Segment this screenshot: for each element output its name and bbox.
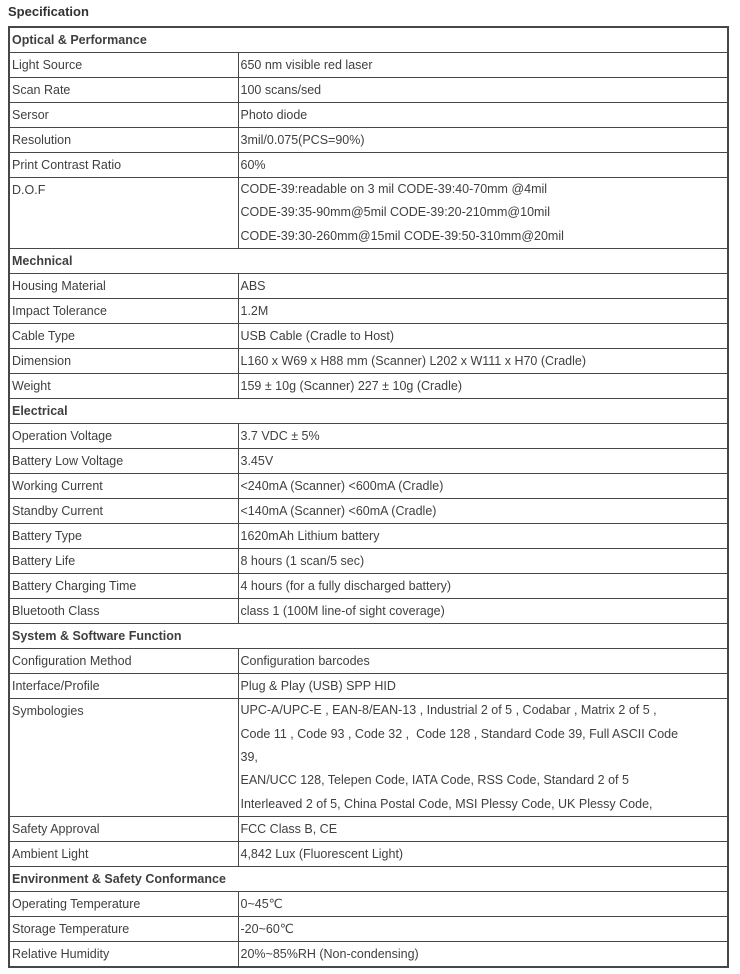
spec-value bbox=[238, 349, 728, 374]
table-row bbox=[9, 178, 728, 249]
spec-label: Interface/Profile bbox=[9, 674, 238, 699]
spec-value-line: <240mA (Scanner) <600mA (Cradle) bbox=[240, 479, 444, 494]
spec-value bbox=[238, 699, 728, 817]
spec-value-line: 4,842 Lux (Fluorescent Light) bbox=[240, 847, 404, 862]
spec-value bbox=[238, 449, 728, 474]
spec-label: Impact Tolerance bbox=[9, 299, 238, 324]
spec-value-line: 3.45V bbox=[240, 454, 274, 469]
table-row bbox=[9, 674, 728, 699]
spec-table bbox=[8, 26, 729, 968]
section-header-row bbox=[9, 27, 728, 53]
spec-value-line: -20~60℃ bbox=[240, 922, 294, 937]
spec-value bbox=[238, 299, 728, 324]
table-row bbox=[9, 274, 728, 299]
spec-value-line: 20%~85%RH (Non-condensing) bbox=[240, 947, 419, 962]
spec-label: Scan Rate bbox=[9, 78, 238, 103]
spec-label: Resolution bbox=[9, 128, 238, 153]
spec-value-line: class 1 (100M line-of sight coverage) bbox=[240, 604, 445, 619]
section-header-row bbox=[9, 249, 728, 274]
table-row bbox=[9, 549, 728, 574]
spec-value-line: Plug & Play (USB) SPP HID bbox=[240, 679, 396, 694]
table-row bbox=[9, 349, 728, 374]
spec-value-line: 159 ± 10g (Scanner) 227 ± 10g (Cradle) bbox=[240, 379, 462, 394]
spec-value-line: CODE-39:30-260mm@15mil CODE-39:50-310mm@20mil bbox=[240, 228, 564, 243]
spec-value-line: ABS bbox=[240, 279, 266, 294]
spec-label: Battery Charging Time bbox=[9, 574, 238, 599]
table-row bbox=[9, 942, 728, 968]
spec-label: Storage Temperature bbox=[9, 917, 238, 942]
spec-value-line: 60% bbox=[240, 158, 266, 172]
spec-label: Housing Material bbox=[9, 274, 238, 299]
table-row bbox=[9, 324, 728, 349]
spec-label: Configuration Method bbox=[9, 649, 238, 674]
spec-label: D.O.F bbox=[9, 178, 238, 249]
spec-label: Symbologies bbox=[9, 699, 238, 817]
spec-value bbox=[238, 499, 728, 524]
spec-value-line: 3mil/0.075(PCS=90%) bbox=[240, 133, 365, 147]
spec-label: Ambient Light bbox=[9, 842, 238, 867]
table-row bbox=[9, 474, 728, 499]
table-row bbox=[9, 574, 728, 599]
spec-value bbox=[238, 274, 728, 299]
spec-value-line: Interleaved 2 of 5, China Postal Code, MSI Plessy Code, UK Plessy Code, bbox=[240, 796, 653, 811]
spec-value bbox=[238, 649, 728, 674]
section-header: Environment & Safety Conformance bbox=[9, 867, 728, 892]
spec-value bbox=[238, 842, 728, 867]
spec-value bbox=[238, 128, 728, 153]
spec-value-line: CODE-39:readable on 3 mil CODE-39:40-70mm @4mil bbox=[240, 182, 548, 196]
spec-value bbox=[238, 474, 728, 499]
spec-value bbox=[238, 78, 728, 103]
spec-value-line: 4 hours (for a fully discharged battery) bbox=[240, 579, 452, 594]
table-row bbox=[9, 499, 728, 524]
spec-value-line: Configuration barcodes bbox=[240, 654, 370, 669]
table-row bbox=[9, 842, 728, 867]
spec-label: Standby Current bbox=[9, 499, 238, 524]
spec-value-line: USB Cable (Cradle to Host) bbox=[240, 329, 395, 344]
table-row bbox=[9, 524, 728, 549]
spec-value bbox=[238, 574, 728, 599]
spec-value bbox=[238, 374, 728, 399]
spec-value-line: 650 nm visible red laser bbox=[240, 58, 373, 72]
spec-label: Dimension bbox=[9, 349, 238, 374]
spec-value-line: 100 scans/sed bbox=[240, 83, 322, 97]
section-header: Optical & Performance bbox=[9, 27, 728, 53]
spec-label: Bluetooth Class bbox=[9, 599, 238, 624]
section-header-row bbox=[9, 399, 728, 424]
spec-value-line: EAN/UCC 128, Telepen Code, IATA Code, RSS Code, Standard 2 of 5 bbox=[240, 773, 629, 788]
spec-value bbox=[238, 549, 728, 574]
table-row bbox=[9, 599, 728, 624]
spec-value bbox=[238, 599, 728, 624]
table-row bbox=[9, 449, 728, 474]
spec-value-line: L160 x W69 x H88 mm (Scanner) L202 x W111 x H70 (Cradle) bbox=[240, 354, 587, 369]
spec-label: Operating Temperature bbox=[9, 892, 238, 917]
spec-value bbox=[238, 892, 728, 917]
table-row bbox=[9, 892, 728, 917]
table-row bbox=[9, 53, 728, 78]
section-header: Mechnical bbox=[9, 249, 728, 274]
table-row bbox=[9, 374, 728, 399]
spec-value-line: UPC-A/UPC-E , EAN-8/EAN-13 , Industrial 2 of 5 , Codabar , Matrix 2 of 5 , bbox=[240, 703, 657, 718]
spec-label: Sersor bbox=[9, 103, 238, 128]
spec-label: Battery Type bbox=[9, 524, 238, 549]
spec-label: Working Current bbox=[9, 474, 238, 499]
table-row bbox=[9, 699, 728, 817]
spec-value bbox=[238, 917, 728, 942]
table-row bbox=[9, 78, 728, 103]
spec-value-line: Photo diode bbox=[240, 108, 308, 122]
spec-value-line: CODE-39:35-90mm@5mil CODE-39:20-210mm@10mil bbox=[240, 205, 550, 220]
spec-value bbox=[238, 524, 728, 549]
spec-label: Cable Type bbox=[9, 324, 238, 349]
spec-value-line: <140mA (Scanner) <60mA (Cradle) bbox=[240, 504, 437, 519]
spec-value-line: 0~45℃ bbox=[240, 897, 283, 912]
spec-value-line: 3.7 VDC ± 5% bbox=[240, 429, 320, 444]
spec-label: Weight bbox=[9, 374, 238, 399]
spec-value-line: 1620mAh Lithium battery bbox=[240, 529, 380, 544]
section-header-row bbox=[9, 867, 728, 892]
spec-value-line: 8 hours (1 scan/5 sec) bbox=[240, 554, 365, 569]
table-row bbox=[9, 917, 728, 942]
spec-value-line: FCC Class B, CE bbox=[240, 822, 338, 837]
spec-value bbox=[238, 53, 728, 78]
page-title: Specification bbox=[8, 4, 89, 19]
section-header: Electrical bbox=[9, 399, 728, 424]
table-row bbox=[9, 299, 728, 324]
spec-label: Operation Voltage bbox=[9, 424, 238, 449]
spec-value bbox=[238, 324, 728, 349]
spec-value bbox=[238, 103, 728, 128]
spec-value bbox=[238, 942, 728, 968]
spec-table-body bbox=[9, 27, 728, 967]
spec-value-line: 39, bbox=[240, 750, 258, 765]
table-row bbox=[9, 128, 728, 153]
spec-value bbox=[238, 178, 728, 249]
spec-label: Battery Low Voltage bbox=[9, 449, 238, 474]
spec-value bbox=[238, 674, 728, 699]
table-row bbox=[9, 103, 728, 128]
table-row bbox=[9, 424, 728, 449]
table-row bbox=[9, 817, 728, 842]
spec-value bbox=[238, 424, 728, 449]
spec-value bbox=[238, 153, 728, 178]
spec-label: Relative Humidity bbox=[9, 942, 238, 968]
spec-value bbox=[238, 817, 728, 842]
section-header: System & Software Function bbox=[9, 624, 728, 649]
spec-value-line: Code 11 , Code 93 , Code 32 , Code 128 , Standard Code 39, Full ASCII Code bbox=[240, 726, 679, 741]
table-row bbox=[9, 649, 728, 674]
spec-value-line: 1.2M bbox=[240, 304, 269, 319]
table-row bbox=[9, 153, 728, 178]
spec-label: Battery Life bbox=[9, 549, 238, 574]
spec-label: Light Source bbox=[9, 53, 238, 78]
spec-label: Print Contrast Ratio bbox=[9, 153, 238, 178]
spec-label: Safety Approval bbox=[9, 817, 238, 842]
section-header-row bbox=[9, 624, 728, 649]
